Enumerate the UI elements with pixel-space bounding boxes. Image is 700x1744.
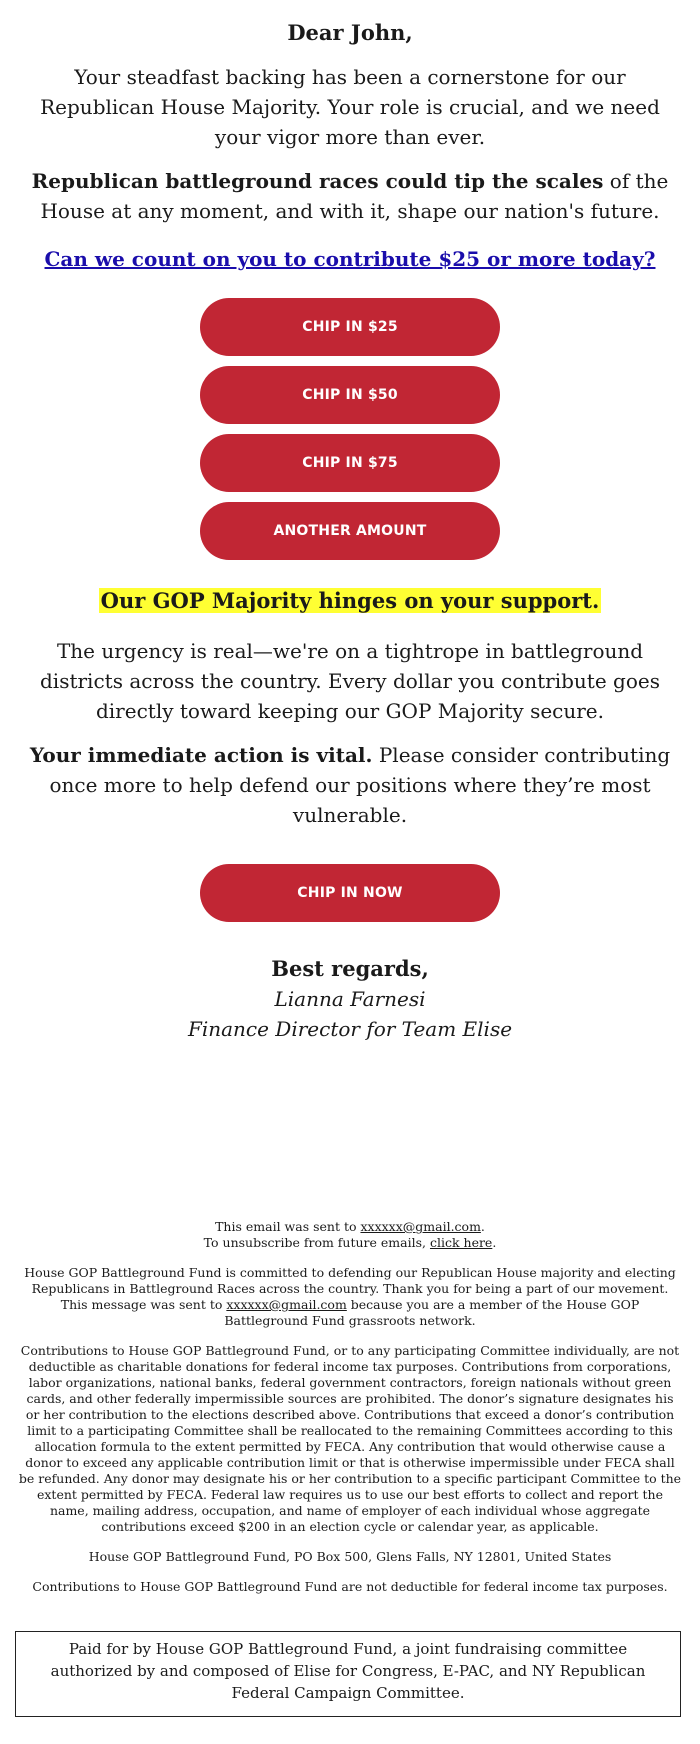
battleground-paragraph xyxy=(18,166,682,226)
about-paragraph: House GOP Battleground Fund is committed to defending our Republican House majority and electing Republicans in Battleground Races across the country. Thank you for being a part of our movement. This message was sent to xxxxxx@gmail.com because you are a member of the House GOP Battleground Fund grassroots network. xyxy=(24,1265,676,1328)
recipient-email-link[interactable]: xxxxxx@gmail.com xyxy=(360,1219,481,1234)
chip-in-75-button[interactable]: CHIP IN $75 xyxy=(200,434,500,492)
paid-for-box: Paid for by House GOP Battleground Fund, a joint fundraising committee authorized by and composed of Elise for Congress, E-PAC, and NY Republican Federal Campaign Committee. xyxy=(15,1631,681,1717)
not-deductible-notice: Contributions to House GOP Battleground Fund are not deductible for federal income tax purposes. xyxy=(32,1579,668,1594)
action-bold-text: Your immediate action is vital. xyxy=(29,743,373,767)
action-paragraph xyxy=(18,740,682,830)
donation-buttons xyxy=(0,298,700,560)
legal-disclaimer: Contributions to House GOP Battleground Fund, or to any participating Committee individually, are not deductible as charitable donations for federal income tax purposes. Contributions from corporations, labor organizations, national banks, federal government contractors, foreign nationals without green cards, and other federally impermissible sources are prohibited. The donor’s signature designates his or her contribution to the elections described above. Contributions that exceed a donor’s contribution limit to a participating Committee shall be reallocated to the remaining Committees according to this allocation formula to the extent permitted by FECA. Any contribution that would otherwise cause a donor to exceed any applicable contribution limit or that is otherwise impermissible under FECA shall be refunded. Any donor may designate his or her contribution to a specific participant Committee to the extent permitted by FECA. Federal law requires us to use our best efforts to collect and report the name, mailing address, occupation, and name of employer of each individual whose aggregate contributions exceed $200 in an election cycle or calendar year, as applicable. xyxy=(18,1343,682,1534)
greeting: Dear John, xyxy=(287,20,413,45)
battleground-bold-text: Republican battleground races could tip the scales xyxy=(31,169,604,193)
action-rest-text: Please consider contributing once more to help defend our positions where they’re most vulnerable. xyxy=(49,743,671,827)
mailing-address: House GOP Battleground Fund, PO Box 500, Glens Falls, NY 12801, United States xyxy=(88,1549,612,1564)
signature xyxy=(0,954,700,1044)
signoff-regards: Best regards, xyxy=(271,956,429,981)
chip-in-25-button[interactable]: CHIP IN $25 xyxy=(200,298,500,356)
chip-in-50-button[interactable]: CHIP IN $50 xyxy=(200,366,500,424)
intro-paragraph: Your steadfast backing has been a cornerstone for our Republican House Majority. Your role is crucial, and we need your vigor more than ever. xyxy=(40,65,660,149)
email-footer xyxy=(0,1219,700,1595)
highlight-text: Our GOP Majority hinges on your support. xyxy=(100,588,600,613)
battleground-rest-text: of the House at any moment, and with it, shape our nation's future. xyxy=(40,169,669,223)
urgency-paragraph: The urgency is real—we're on a tightrope in battleground districts across the country. Every dollar you contribute goes directly toward keeping our GOP Majority secure. xyxy=(40,639,660,723)
sent-to-line: This email was sent to xxxxxx@gmail.com. xyxy=(215,1219,485,1234)
contribute-question-link[interactable]: Can we count on you to contribute $25 or more today? xyxy=(44,247,656,271)
about-email-link[interactable]: xxxxxx@gmail.com xyxy=(226,1297,347,1312)
signer-title: Finance Director for Team Elise xyxy=(187,1017,513,1041)
unsubscribe-line: To unsubscribe from future emails, click here. xyxy=(203,1235,497,1250)
chip-in-now-button[interactable]: CHIP IN NOW xyxy=(200,864,500,922)
another-amount-button[interactable]: ANOTHER AMOUNT xyxy=(200,502,500,560)
highlight-line xyxy=(0,586,700,616)
unsubscribe-link[interactable]: click here xyxy=(429,1235,493,1250)
signer-name: Lianna Farnesi xyxy=(274,987,426,1011)
